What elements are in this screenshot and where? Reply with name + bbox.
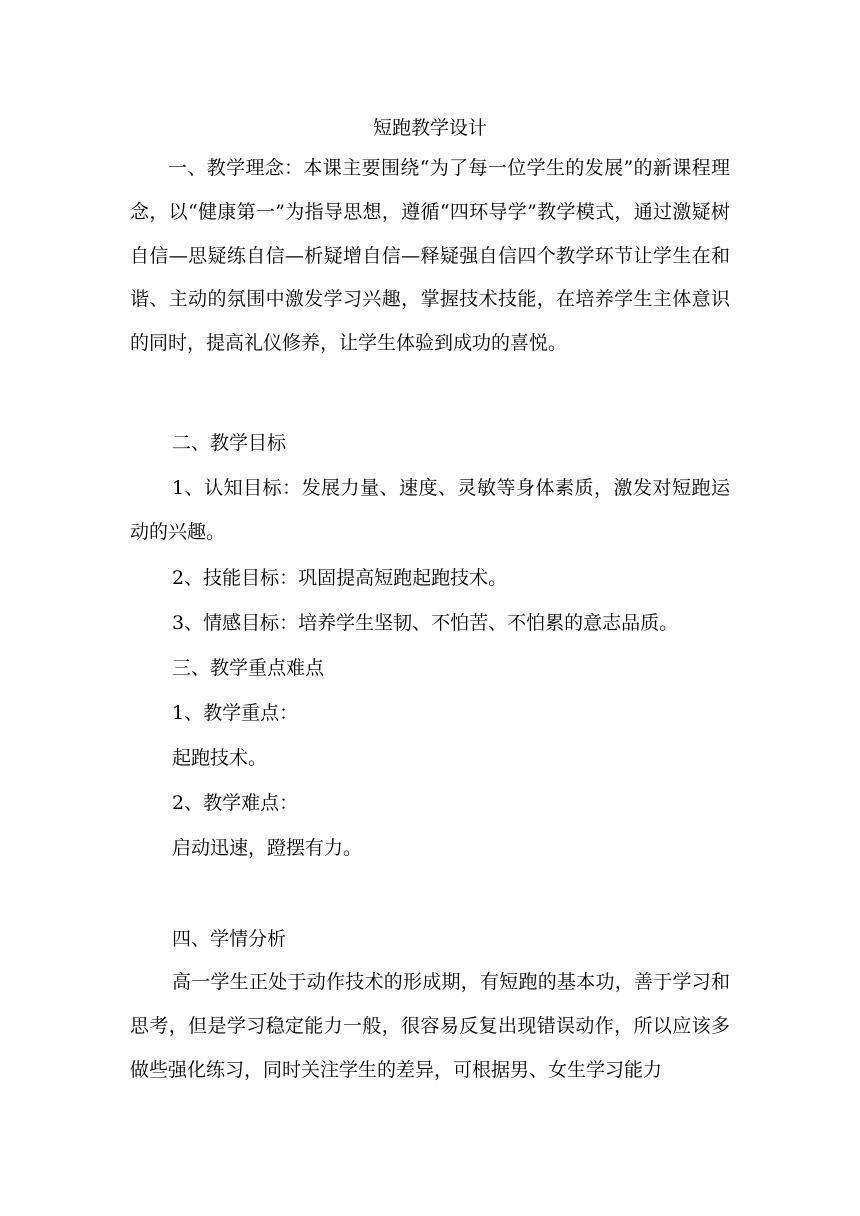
difficulty-text: 启动迅速，蹬摆有力。: [172, 837, 363, 859]
difficulty-label: 2、教学难点：: [172, 792, 299, 814]
key-point-text: 起跑技术。: [172, 747, 268, 769]
section1-paragraph: 一、教学理念：本课主要围绕“为了每一位学生的发展”的新课程理念，以“健康第一”为指导思想，遵循“四环导学”教学模式，通过激疑树自信—思疑练自信—析疑增自信—释疑强自信四个教学环节让学生在和谐、主动的氛围中激发学习兴趣，掌握技术技能，在培养学生主体意识的同时，提高礼仪修养，让学生体验到成功的喜悦。: [130, 157, 730, 355]
goal3-line: 3、情感目标：培养学生坚韧、不怕苦、不怕累的意志品质。: [172, 612, 679, 634]
section3-heading: 三、教学重点难点: [172, 657, 325, 679]
goal2-line: 2、技能目标：巩固提高短跑起跑技术。: [172, 567, 508, 589]
key-point-label: 1、教学重点：: [172, 702, 299, 724]
goal1-paragraph: 1、认知目标：发展力量、速度、灵敏等身体素质，激发对短跑运动的兴趣。: [130, 477, 730, 543]
section4-paragraph: 高一学生正处于动作技术的形成期，有短跑的基本功，善于学习和思考，但是学习稳定能力一般，很容易反复出现错误动作，所以应该多做些强化练习，同时关注学生的差异，可根据男、女生学习能力: [130, 971, 730, 1081]
section2-heading: 二、教学目标: [172, 432, 287, 454]
section4-heading: 四、学情分析: [172, 928, 287, 950]
document-title: 短跑教学设计: [372, 117, 487, 139]
